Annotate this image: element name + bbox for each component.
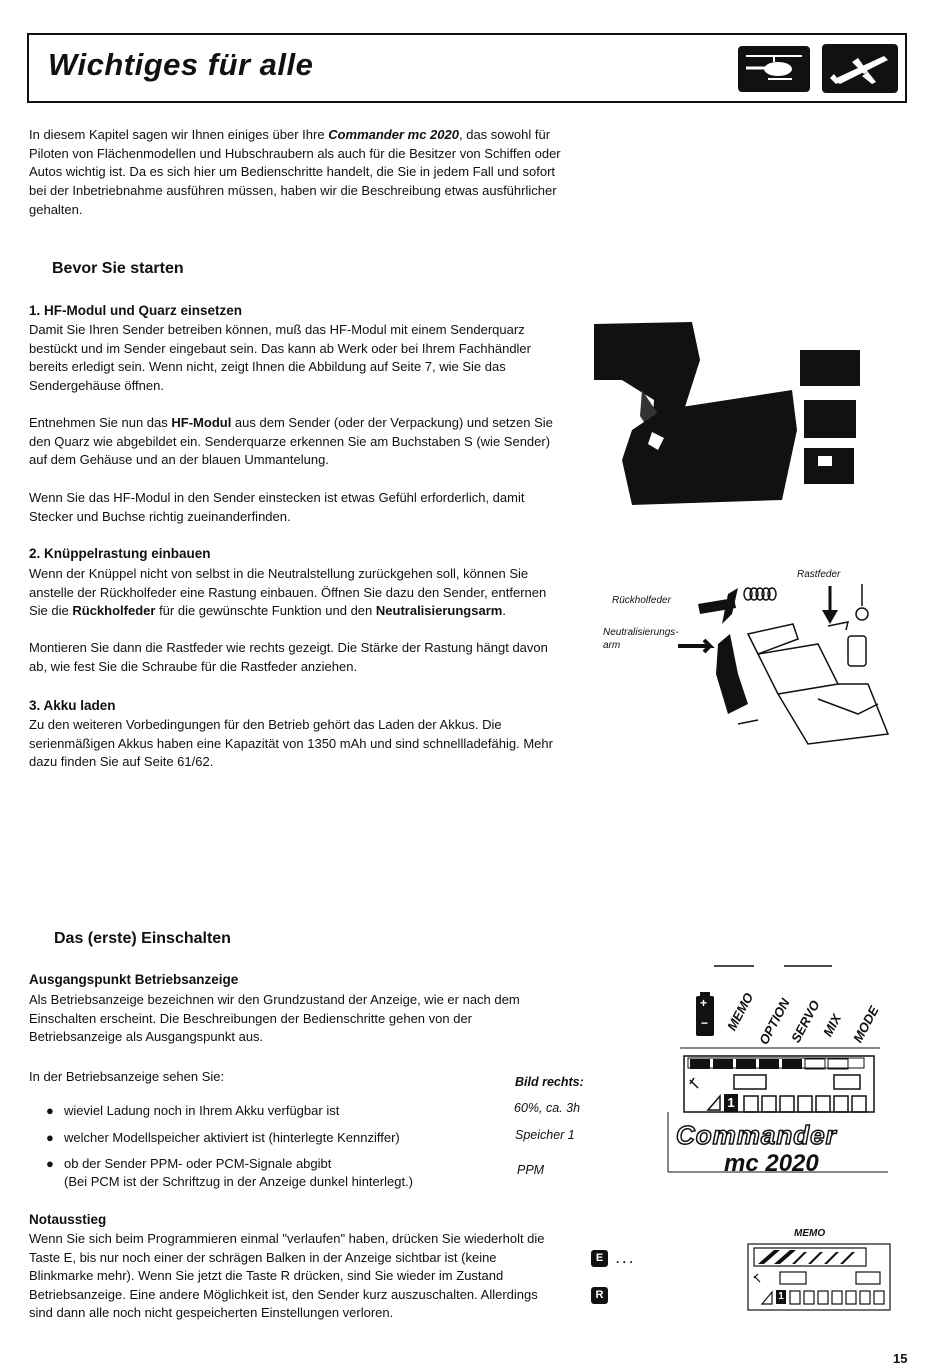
menu-servo: SERVO [788, 997, 823, 1046]
bullet-icon: ● [46, 1130, 54, 1145]
product-name: Commander mc 2020 [328, 127, 459, 142]
list-item-text: wieviel Ladung noch in Ihrem Akku verfügbar ist [64, 1103, 340, 1118]
menu-memo: MEMO [724, 990, 757, 1034]
step2-p1-c: für die gewünschte Funktion und den [155, 603, 376, 618]
airplane-tile [822, 44, 898, 93]
notausstieg-heading: Notausstieg [29, 1212, 107, 1227]
intro-text-a: In diesem Kapitel sagen wir Ihnen einiges über Ihre [29, 127, 329, 142]
airplane-icon [822, 44, 898, 93]
battery-plus: + [700, 996, 708, 1010]
list-item [46, 1155, 486, 1173]
step2-heading: 2. Knüppelrastung einbauen [29, 546, 211, 561]
step1-p2-a: Entnehmen Sie nun das [29, 415, 172, 430]
rueckholfeder-bold: Rückholfeder [72, 603, 156, 618]
bullet-icon: ● [46, 1156, 54, 1171]
memo-digit: 1 [778, 1291, 784, 1302]
step1-p2-c: aus dem Sender (oder der Verpackung) und setzen Sie den Quarz wie abgebildet ein. Senderquarze erkennen Sie am Buchstaben S (wie Sender) auf dem Gehäuse und an der blauen Ummantelung. [29, 415, 553, 467]
notausstieg-paragraph: Wenn Sie sich beim Programmieren einmal "verlaufen" haben, drücken Sie wiederholt die Taste E, bis nur noch einer der schrägen Balken in der Anzeige sichtbar ist (keine Blinkmarke mehr). Wenn Sie jetzt die Taste R drücken, sind Sie wieder im Zustand Betriebsanzeige. Eine andere Möglichkeit ist, den Sender kurz auszuschalten. Allerdings sind dann alle noch nicht gespeicherten Einstellungen verloren. [29, 1231, 545, 1320]
intro-text-rest: das sowohl für Piloten von Flächenmodellen und Hubschraubern als auch für die Besitzer von Schiffen oder Autos wichtig ist. Da es sich hier um Bedienschritte handelt, die Sie in jedem Fall und sofort bei der Inbetriebnahme ausführen müssen, haben wir die Beschreibung etwas ausführlicher gehalten. [29, 127, 561, 217]
section-heading-einschalten: Das (erste) Einschalten [54, 930, 231, 947]
step1-paragraph2 [29, 414, 564, 470]
label-neutralisierungs: Neutralisierungs- [603, 627, 679, 638]
list-item-text: ob der Sender PPM- oder PCM-Signale abgibt [64, 1156, 332, 1171]
brand-model: mc 2020 [724, 1150, 819, 1177]
betriebsanzeige-paragraph: Als Betriebsanzeige bezeichnen wir den Grundzustand der Anzeige, wie er nach dem Einschalten erscheint. Die Beschreibungen der Bedienschritte gehen von der Betriebsanzeige als Ausgangspunkt aus. [29, 992, 520, 1044]
battery-minus: − [701, 1016, 709, 1030]
step2-paragraph2: Montieren Sie dann die Rastfeder wie rechts gezeigt. Die Stärke der Rastung hängt davon ab, wie fest Sie die Schraube für die Rastfeder anziehen. [29, 640, 548, 674]
list-item-subnote: (Bei PCM ist der Schriftzug in der Anzeige dunkel hinterlegt.) [64, 1174, 414, 1189]
helicopter-icon [738, 46, 810, 92]
intro-paragraph [29, 126, 574, 220]
list-item [46, 1129, 486, 1147]
key-r-button: R [591, 1287, 608, 1304]
step1-p2-bold: HF-Modul [171, 415, 232, 430]
neutralisierungsarm-bold: Neutralisierungsarm [375, 603, 503, 618]
memo-display-graphic [744, 1228, 894, 1312]
helicopter-tile [738, 46, 810, 92]
list-item-note: PPM [517, 1163, 545, 1177]
menu-mode: MODE [850, 1003, 882, 1046]
label-rastfeder: Rastfeder [797, 569, 841, 580]
step2-p1-a: Wenn der Knüppel nicht von selbst in die Neutralstellung zurückgehen soll, können Sie anstelle der Rückholfeder eine Rastung einbauen. Öffnen Sie dazu den Sender, entfernen Sie die [29, 566, 547, 618]
key-e-button: E [591, 1250, 608, 1267]
step1-heading: 1. HF-Modul und Quarz einsetzen [29, 303, 243, 318]
hf-module-photo [592, 320, 872, 510]
menu-option: OPTION [756, 995, 793, 1048]
step2-p1-e: . [502, 603, 506, 618]
step1-paragraph1: Damit Sie Ihren Sender betreiben können, muß das HF-Modul mit einem Senderquarz bestückt und im Sender eingebaut sein. Das kann ab Werk oder bei Ihrem Fachhändler bereits erledigt sein. Wenn nicht, zeigt Ihnen die Abbildung auf Seite 7, wie Sie das Sendergehäuse öffnen. [29, 322, 531, 393]
step1-paragraph3: Wenn Sie das HF-Modul in den Sender einstecken ist etwas Gefühl erforderlich, damit Stecker und Buchse richtig zueinanderfinden. [29, 490, 525, 524]
memo-display-label: MEMO [794, 1228, 826, 1239]
brand-commander: Commander [676, 1120, 837, 1150]
spring-assembly-diagram [598, 564, 898, 764]
list-item-note: 60%, ca. 3h [514, 1101, 581, 1115]
section-heading-bevor: Bevor Sie starten [52, 260, 184, 277]
memory-digit: 1 [727, 1095, 735, 1110]
key-e-dots: . . . [616, 1252, 633, 1266]
intro-text-b: , [458, 127, 463, 142]
lcd-display-graphic [664, 960, 896, 1188]
memo-frame [744, 1228, 894, 1312]
label-arm: arm [603, 640, 621, 651]
list-item [46, 1102, 486, 1120]
lcd-menu-labels [724, 986, 904, 1046]
list-item-text: welcher Modellspeicher aktiviert ist (hinterlegte Kennziffer) [64, 1130, 400, 1145]
menu-mix: MIX [820, 1011, 845, 1040]
label-rueckholfeder: Rückholfeder [612, 595, 671, 606]
step3-heading: 3. Akku laden [29, 698, 116, 713]
betriebsanzeige-heading: Ausgangspunkt Betriebsanzeige [29, 972, 239, 987]
list-item-note: Speicher 1 [515, 1128, 575, 1142]
bullet-icon: ● [46, 1103, 54, 1118]
betriebsanzeige-intro-line: In der Betriebsanzeige sehen Sie: [29, 1069, 225, 1084]
step2-paragraph1 [29, 565, 564, 621]
step3-paragraph1: Zu den weiteren Vorbedingungen für den Betrieb gehört das Laden der Akkus. Die serienmäßigen Akkus haben eine Kapazität von 1350 mAh und sind schnellladefähig. Mehr dazu finden Sie auf Seite 61/62. [29, 717, 553, 769]
bild-rechts-label: Bild rechts: [515, 1075, 584, 1089]
page-title: Wichtiges für alle [48, 47, 314, 82]
page-number: 15 [893, 1351, 908, 1366]
